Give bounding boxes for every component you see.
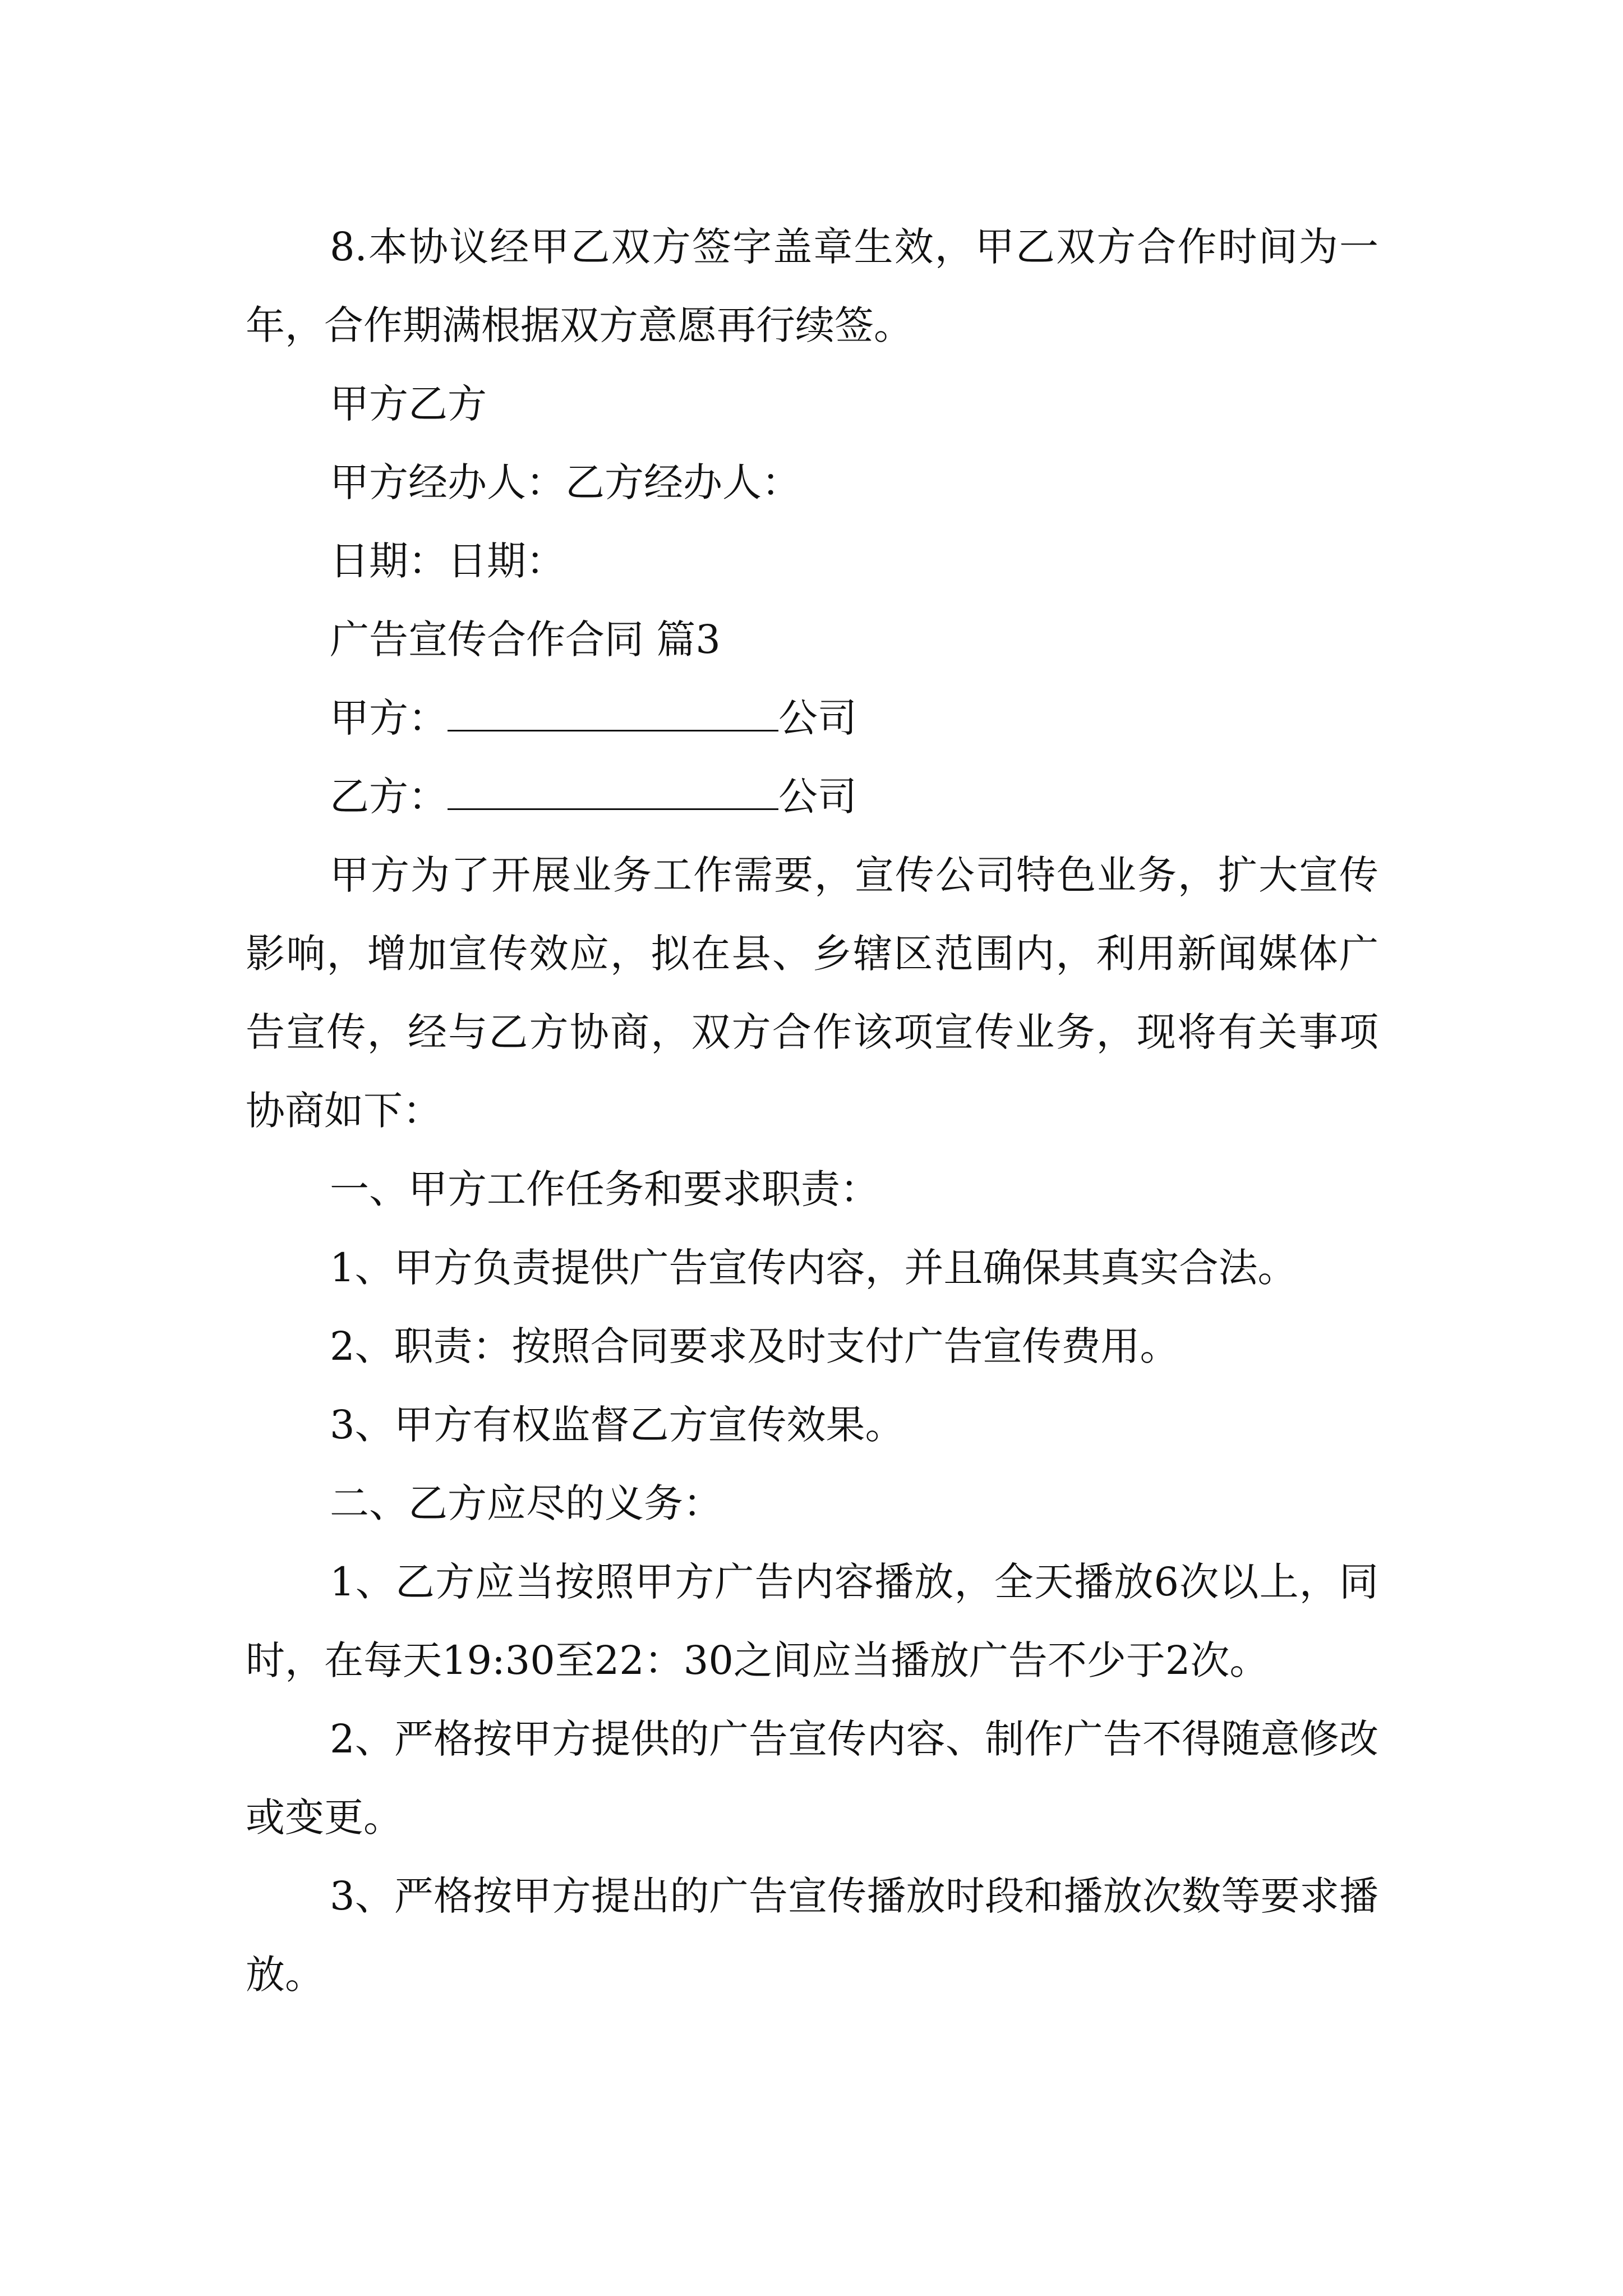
party-b-duty-1: 1、乙方应当按照甲方广告内容播放，全天播放6次以上，同时，在每天19:30至22：30之间应当播放广告不少于2次。 — [246, 1559, 1378, 1683]
party-a-duty-3: 3、甲方有权监督乙方宣传效果。 — [330, 1402, 905, 1448]
section-title: 广告宣传合作合同 篇3 — [330, 616, 721, 662]
party-headings: 甲方乙方 — [330, 381, 487, 427]
party-b-blank — [448, 774, 778, 810]
handler-line: 甲方经办人：乙方经办人： — [330, 459, 801, 505]
preamble-paragraph: 甲方为了开展业务工作需要，宣传公司特色业务，扩大宣传影响，增加宣传效应，拟在县、乡辖区范围内，利用新闻媒体广告宣传，经与乙方协商，双方合作该项宣传业务，现将有关事项协商如下： — [246, 852, 1378, 1134]
party-a-line — [246, 679, 1378, 757]
date-line: 日期：日期： — [330, 538, 565, 584]
party-a-suffix: 公司 — [778, 695, 857, 741]
party-a-duty-1: 1、甲方负责提供广告宣传内容，并且确保其真实合法。 — [330, 1245, 1297, 1291]
party-b-line — [246, 757, 1378, 836]
section-two-heading: 二、乙方应尽的义务： — [330, 1480, 722, 1526]
party-a-label: 甲方： — [330, 695, 448, 741]
clause-8-paragraph: 8.本协议经甲乙双方签字盖章生效，甲乙双方合作时间为一年，合作期满根据双方意愿再行续签。 — [246, 224, 1378, 348]
party-b-label: 乙方： — [330, 774, 448, 820]
party-b-duty-3: 3、严格按甲方提出的广告宣传播放时段和播放次数等要求播放。 — [246, 1873, 1378, 1998]
party-a-blank — [448, 695, 778, 731]
party-a-duty-2: 2、职责：按照合同要求及时支付广告宣传费用。 — [330, 1323, 1179, 1369]
section-one-heading: 一、甲方工作任务和要求职责： — [330, 1166, 879, 1212]
party-b-suffix: 公司 — [778, 774, 857, 820]
party-b-duty-2: 2、严格按甲方提供的广告宣传内容、制作广告不得随意修改或变更。 — [246, 1716, 1378, 1841]
document-body — [246, 208, 1378, 2014]
